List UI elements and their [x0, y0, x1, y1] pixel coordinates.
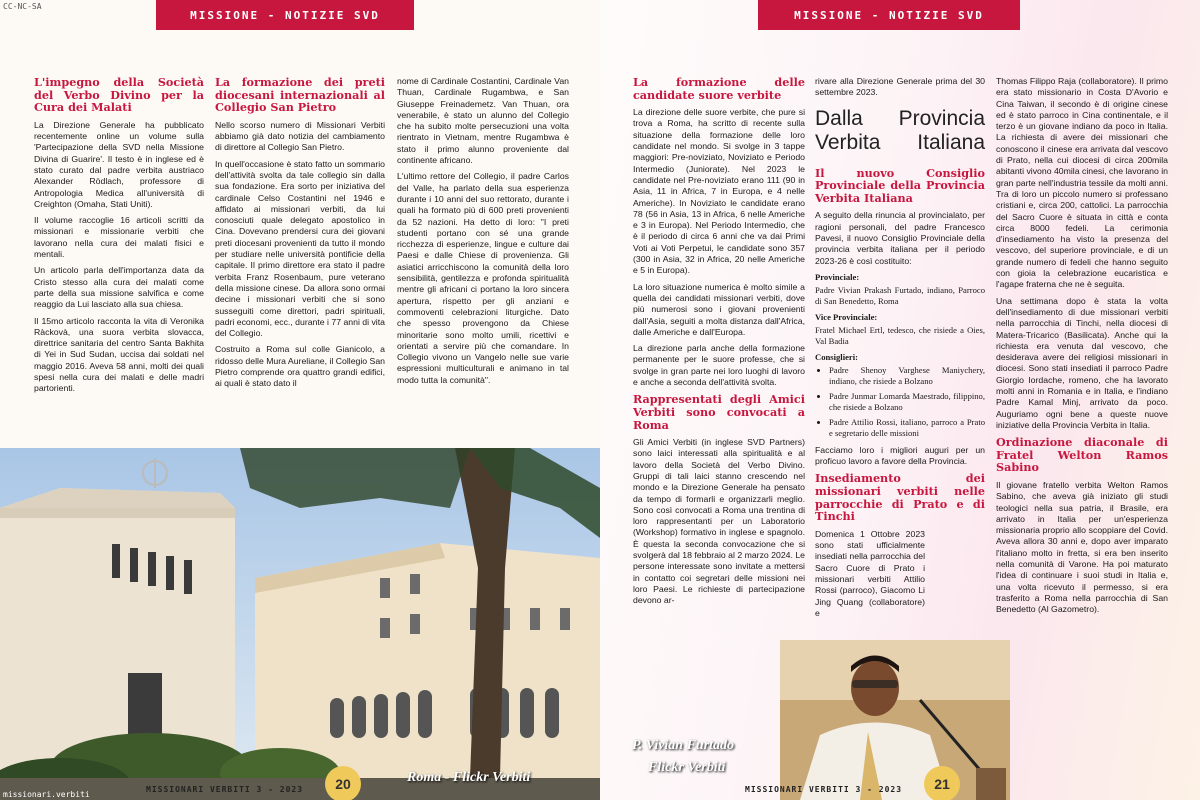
paragraph: rivare alla Direzione Generale prima del 30 settembre 2023.	[815, 76, 985, 98]
article-column-6	[996, 76, 1168, 621]
priest-photo	[780, 640, 1010, 800]
label-vice: Vice Provinciale:	[815, 311, 878, 322]
paragraph: Thomas Filippo Raja (collaboratore). Il primo era stato missionario in Costa D'Avorio e Cina Taiwan, il secondo è di origine cinese ed è stato parroco in Cina continentale, e il terzo è un giovane indiano da poco in Italia. La richiesta di avere dei missionari che conoscono il cinese era arrivata dal vescovo di Prato, nella cui diocesi di circa 200mila abitanti vivono 40mila cinesi, che lavorano in gran parte nell'industria tessile da molti anni. Tra di loro un piccolo numero si professano cristiani e, circa 200, cattolici. La parrocchia del Sacro Cuore è situata in città e conta circa 8000 fedeli. La cerimonia d'insediamento ha visto la presenza del vescovo, del superiore provinciale, e di un grande numero di fedeli che hanno seguito con gioia la celebrazione eucaristica e l'agape fraterna che ne è seguita.	[996, 76, 1168, 290]
paragraph: La loro situazione numerica è molto simile a quella dei candidati missionari verbiti, dove più numerosi sono i giovani provenienti dall'Asia, seguiti a molta distanza dall'Africa, dalle Americhe e dall'Europa.	[633, 281, 805, 337]
priest-illustration	[780, 640, 1010, 800]
article-column-2	[215, 76, 385, 395]
paragraph: Il volume raccoglie 16 articoli scritti da missionari e missionarie verbiti che lavorano nella cura dei malati fisici e mentali.	[34, 215, 204, 260]
article-title-suore: La formazione delle candidate suore verbite	[633, 75, 805, 102]
paragraph: La direzione parla anche della formazione permanente per le suore professe, che si svolge in gran parte nei loro luoghi di lavoro e anche a seconda dell'attività svolta.	[633, 343, 805, 388]
paragraph: A seguito della rinuncia al provincialato, per ragioni personali, del padre Francesco Pavesi, il nuovo Consiglio Provinciale della provincia verbita italiana per il periodo 2023-26 è così costituito:	[815, 210, 985, 266]
label-consiglieri: Consiglieri:	[815, 351, 858, 362]
article-column-1	[34, 76, 204, 400]
article-column-3	[397, 76, 569, 391]
paragraph: Costruito a Roma sul colle Gianicolo, a ridosso delle Mura Aureliane, il Collegio San Pietro comprende ora quattro grandi edifici, ai quali è stato dato il	[215, 344, 385, 389]
section-banner-left: MISSIONE - NOTIZIE SVD	[156, 0, 414, 30]
paragraph: nome di Cardinale Costantini, Cardinale Van Thuan, Cardinale Rugambwa, e San Giuseppe Freinademetz. Van Thuan, ora venerabile, è stato un alunno del Collegio che ha subito molte persecuzioni una volta rientrato in Vietnam, mentre Rugambwa è stato il primo alunno proveniente dal continente africano.	[397, 76, 569, 166]
paragraph: Una settimana dopo è stata la volta dell'insediamento di due missionari verbiti nella parrocchia di Tinchi, nella diocesi di Matera-Tricarico (Basilicata). Anche qui la richiesta era venuta dal vescovo, che desiderava avere dei religiosi missionari in diocesi. Sono stati insediati il parroco Padre Giorgio Iordache, romeno, che ha lavorato molti anni in Romania e in Italia, e l'indiano Padre Kamal Minj, arrivato da poco. Auguriamo ogni bene a queste nuove iniziative della Provincia Verbita in Italia.	[996, 295, 1168, 430]
license-tag: CC-NC-SA	[3, 2, 42, 11]
section-banner-right: MISSIONE - NOTIZIE SVD	[758, 0, 1020, 30]
site-tag: missionari.verbiti	[3, 790, 90, 799]
paragraph: Domenica 1 Ottobre 2023 sono stati ufficialmente insediati nella parrocchia del Sacro Cuore di Prato i missionari verbiti Attilio Rossi (parroco), Giacomo Li Jing Quang (collaboratore) e	[815, 528, 925, 618]
article-title-consiglio: Il nuovo Consiglio Provinciale della Provincia Verbita Italiana	[815, 165, 985, 205]
paragraph: La Direzione Generale ha pubblicato recentemente online un volume sulla 'Partecipazione della SVD nella Missione Divina di Guarire'. Il testo è in inglese ed è stato curato dal padre verbita austriaco Alexander Rödlach, professore di Antropologia Medica all'università di Creighton (Omaha, Stati Uniti).	[34, 119, 204, 209]
vice-entry: Fratel Michael Ertl, tedesco, che risiede a Oies, Val Badia	[815, 324, 985, 346]
paragraph: In quell'occasione è stato fatto un sommario dell'attività svolta da tale collegio sin dalla sua fondazione. Era sorto per iniziativa del cardinale Celso Costantini nel 1946 e affidato ai missionari verbiti, da lui conosciuti quale delegato apostolico in Cina. Dovevano prendersi cura dei giovani preti diocesani provenienti da tutto il mondo per studiare nelle università pontificie della capitale. Il primo direttore era stato il padre verbita Franz Rosenbaum, pure veterano della missione cinese. Da allora sono ormai decine i missionari verbiti che si sono susseguiti come direttori, padri spirituali, padri economi, ecc., durante i 77 anni di vita del Collegio.	[215, 158, 385, 339]
article-title-cura-malati: L'impegno della Società del Verbo Divino per la Cura dei Malati	[34, 75, 204, 115]
paragraph: Facciamo loro i migliori auguri per un proficuo lavoro a favore della Provincia.	[815, 444, 985, 467]
building-photo	[0, 448, 600, 800]
paragraph: Un articolo parla dell'importanza data da Cristo stesso alla cura dei malati come parte della sua missione salvifica e come reaggio da Lui lasciato alla sua chiesa.	[34, 265, 204, 310]
consiglieri-list	[815, 365, 985, 439]
article-column-4	[633, 76, 805, 612]
paragraph: Il 15mo articolo racconta la vita di Veronika Ràckovà, una suora verbita slovacca, direttrice sanitaria del centro Santa Bakhita di Yei in Sud Sudan, uccisa dai soldati nel maggio 2016. Aveva 58 anni, molti dei quali spesi nella cura dei malati e delle madri partorienti.	[34, 315, 204, 394]
article-column-5	[815, 76, 985, 624]
paragraph: La direzione delle suore verbite, che pure si trova a Roma, ha scritto di recente sulla situazione della formazione delle loro candidate nel mondo. Si svolge in 3 tappe maggiori: Pre-noviziato, Noviziato e Periodo Intermedio (Juniorate). Nel 2023 le candidate nel Pre-noviziato erano 111 (90 in Asia, 11 in Africa, 7 in Europa, e 4 nelle Americhe). In Noviziato le candidate erano 78 (56 in Asia, 13 in Africa, 6 nelle Americhe e 3 in Europa). Nel Periodo Intermedio, che è il periodo di circa 6 anni che va dai Primi Voti ai Voti Perpetui, le candidate sono 357 (300 in Asia, 32 in Africa, 20 nelle Americhe e 5 in Europa).	[633, 107, 805, 276]
article-title-insediamento: Insediamento dei missionari verbiti nelle parrocchie di Prato e di Tinchi	[815, 471, 985, 524]
section-title-provincia: Dalla Provincia Verbita Italiana	[815, 106, 985, 154]
paragraph: Gli Amici Verbiti (in inglese SVD Partners) sono laici interessati alla spiritualità e al lavoro della Società del Verbo Divino. Gruppi di tali laici stanno crescendo nel mondo e la Direzione Generale ha pensato da tempo di formarli e organizzarli meglio. Sono così convocati a Roma una trentina di loro rappresentanti per un Laboratorio (Workshop) formativo in inglese e spagnolo. È questa la seconda convocazione che si svolgerà dal 18 febbraio al 2 marzo 2024. Le persone interessate sono invitate a mettersi in contatto coi segretari delle missioni nei loro Paesi. Le richieste di partecipazione devono ar-	[633, 437, 805, 606]
list-item: • Padre Attilio Rossi, italiano, parroco a Prato e segretario delle missioni	[829, 417, 985, 439]
photo-caption-right-2: Flickr Verbiti	[648, 760, 726, 775]
photo-caption-right-1: P. Vivian Furtado	[632, 738, 735, 753]
list-item: • Padre Shenoy Varghese Maniychery, indiano, che risiede a Bolzano	[829, 365, 985, 387]
magazine-footer-right: MISSIONARI VERBITI 3 - 2023	[745, 785, 903, 794]
paragraph: Nello scorso numero di Missionari Verbiti abbiamo già dato notizia del cambiamento di direttore al Collegio San Pietro.	[215, 119, 385, 153]
page-number-right: 21	[924, 766, 960, 800]
article-title-ordinazione: Ordinazione diaconale di Fratel Welton Ramos Sabino	[996, 435, 1168, 475]
photo-caption-left: Roma - Flickr Verbiti	[407, 770, 531, 785]
paragraph: Il giovane fratello verbita Welton Ramos Sabino, che aveva già iniziato gli studi teologici nella sua patria, il Brasile, era arrivato in Italia per un'esperienza missionaria proprio allo scoppiare del Covid. Aveva allora 30 anni e, dopo aver imparato l'italiano molto in fretta, si era ben inserito nella comunità di Varone. Ha poi maturato l'idea di continuare i suoi studi in Italia e, una volta ricevuto il permesso, si era trasferito a Roma nella parrocchia di San Benedetto (Al Gazometro).	[996, 479, 1168, 615]
provinciale-entry: Padre Vivian Prakash Furtado, indiano, Parroco di San Benedetto, Roma	[815, 284, 985, 306]
article-title-amici-verbiti: Rappresentati degli Amici Verbiti sono convocati a Roma	[633, 392, 805, 432]
label-provinciale: Provinciale:	[815, 271, 860, 282]
article-title-collegio-san-pietro: La formazione dei preti diocesani internazionali al Collegio San Pietro	[215, 75, 385, 115]
building-illustration	[0, 448, 600, 800]
page-number-left: 20	[325, 766, 361, 800]
paragraph: L'ultimo rettore del Collegio, il padre Carlos del Valle, ha parlato della sua esperienza durante i 10 anni del suo rettorato, durante i quali ha formato più di 600 preti provenienti da 52 nazioni. Ha detto di loro: "I preti studenti portano con sé una grande ricchezza di esperienze, lingue e culture dai Paesi e dalle Chiese di provenienza. Gli asiatici arricchiscono la comunità della loro sensibilità, gentilezza e profonda spiritualità mentre gli africani ci portano la loro sincera apertura, rispetto per gli anziani e commoventi celebrazioni liturgiche. Dato che spesso provengono da Chiese minoritarie sono molto umili, ricettivi e orientati a servire più che comandare. In Collegio vivono un Vangelo nelle sue varie espressioni multiculturali e animano in tal modo tutta la comunità".	[397, 171, 569, 385]
list-item: • Padre Junmar Lomarda Maestrado, filippino, che risiede a Bolzano	[829, 391, 985, 413]
magazine-footer-left: MISSIONARI VERBITI 3 - 2023	[146, 785, 304, 794]
